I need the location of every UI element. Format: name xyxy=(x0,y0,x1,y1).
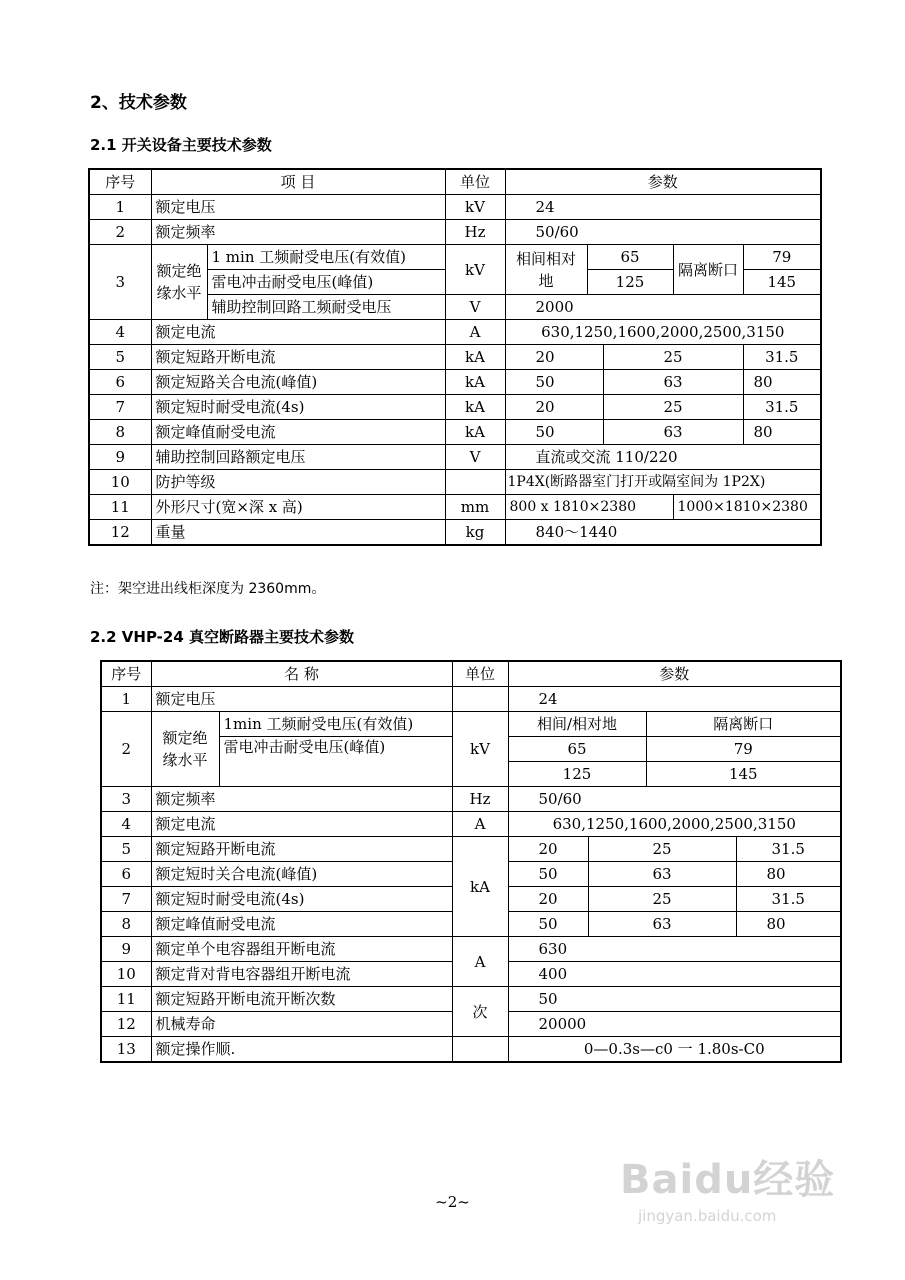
isolation-value-1: 79 xyxy=(743,245,821,270)
row-no: 1 xyxy=(101,687,151,712)
row-unit: Hz xyxy=(452,787,508,812)
header-no: 序号 xyxy=(101,661,151,687)
row-item: 额定频率 xyxy=(151,220,445,245)
header-item: 项 目 xyxy=(151,169,445,195)
phase-label: 相间相对地 xyxy=(505,245,587,295)
table-note: 注：架空进出线柜深度为 2360mm。 xyxy=(90,581,326,597)
row-value: 630,1250,1600,2000,2500,3150 xyxy=(508,812,841,837)
row-item: 额定短时耐受电流(4s) xyxy=(151,887,452,912)
vacuum-breaker-parameters-table xyxy=(100,660,842,1063)
insulation-group-label: 额定绝缘水平 xyxy=(151,712,219,787)
section-title: 2、技术参数 xyxy=(90,93,187,113)
table-row xyxy=(101,937,841,962)
insulation-sub-item: 雷电冲击耐受电压(峰值) xyxy=(207,270,445,295)
row-value-1: 50 xyxy=(508,912,588,937)
row-no: 10 xyxy=(89,470,151,495)
row-value-1: 50 xyxy=(505,370,603,395)
row-value: 840～1440 xyxy=(505,520,821,546)
table-row xyxy=(89,220,821,245)
row-no: 8 xyxy=(101,912,151,937)
row-value: 50/60 xyxy=(505,220,821,245)
row-value-3: 80 xyxy=(736,862,841,887)
row-item: 额定峰值耐受电流 xyxy=(151,912,452,937)
row-value-2: 25 xyxy=(603,345,743,370)
row-unit: kV xyxy=(452,712,508,787)
row-value: 630,1250,1600,2000,2500,3150 xyxy=(505,320,821,345)
row-no: 11 xyxy=(89,495,151,520)
row-value: 400 xyxy=(508,962,841,987)
insulation-sub-item: 1 min 工频耐受电压(有效值) xyxy=(207,245,445,270)
row-no: 3 xyxy=(101,787,151,812)
watermark-logo: Baidu经验 xyxy=(620,1157,836,1203)
row-item: 额定背对背电容器组开断电流 xyxy=(151,962,452,987)
row-item: 额定短路关合电流(峰值) xyxy=(151,370,445,395)
row-unit: 次 xyxy=(452,987,508,1037)
row-unit: A xyxy=(452,812,508,837)
phase-header: 相间/相对地 xyxy=(508,712,646,737)
table-row xyxy=(101,987,841,1012)
row-unit: V xyxy=(445,295,505,320)
table-row xyxy=(89,370,821,395)
row-unit: kA xyxy=(445,420,505,445)
row-value: 0—0.3s—c0 一 1.80s-C0 xyxy=(508,1037,841,1063)
insulation-sub-item: 辅助控制回路工频耐受电压 xyxy=(207,295,445,320)
row-value-2: 63 xyxy=(603,370,743,395)
row-value-1: 20 xyxy=(508,837,588,862)
row-unit: kA xyxy=(445,395,505,420)
subsection-title-2-1: 2.1 开关设备主要技术参数 xyxy=(90,136,272,154)
row-no: 13 xyxy=(101,1037,151,1063)
isolation-value-2: 145 xyxy=(646,762,841,787)
row-no: 6 xyxy=(89,370,151,395)
table-row xyxy=(101,1037,841,1063)
row-item: 额定短路开断电流 xyxy=(151,837,452,862)
row-item: 辅助控制回路额定电压 xyxy=(151,445,445,470)
isolation-value-2: 145 xyxy=(743,270,821,295)
watermark-url: jingyan.baidu.com xyxy=(638,1207,777,1225)
isolation-label: 隔离断口 xyxy=(673,245,743,295)
row-value-2: 1000×1810×2380 xyxy=(673,495,821,520)
row-item: 额定频率 xyxy=(151,787,452,812)
table-row xyxy=(89,495,821,520)
table-row xyxy=(89,420,821,445)
row-item: 额定电流 xyxy=(151,812,452,837)
row-item: 额定短路开断电流 xyxy=(151,345,445,370)
row-value-1: 20 xyxy=(505,345,603,370)
row-item: 额定操作顺. xyxy=(151,1037,452,1063)
phase-value-1: 65 xyxy=(508,737,646,762)
row-item: 额定单个电容器组开断电流 xyxy=(151,937,452,962)
row-value-2: 63 xyxy=(603,420,743,445)
phase-value-1: 65 xyxy=(587,245,673,270)
row-no: 9 xyxy=(101,937,151,962)
row-value-1: 20 xyxy=(505,395,603,420)
row-unit xyxy=(445,470,505,495)
row-no: 11 xyxy=(101,987,151,1012)
row-value-3: 80 xyxy=(736,912,841,937)
row-unit: kA xyxy=(445,345,505,370)
insulation-group-label: 额定绝缘水平 xyxy=(151,245,207,320)
row-no: 7 xyxy=(89,395,151,420)
table-row xyxy=(101,687,841,712)
table-row xyxy=(89,395,821,420)
phase-value-2: 125 xyxy=(508,762,646,787)
baidu-jingyan-watermark xyxy=(620,1148,875,1258)
header-unit: 单位 xyxy=(445,169,505,195)
row-value: 20000 xyxy=(508,1012,841,1037)
row-no: 9 xyxy=(89,445,151,470)
header-value: 参数 xyxy=(508,661,841,687)
insulation-sub-item: 雷电冲击耐受电压(峰值) xyxy=(219,737,452,787)
table-row xyxy=(101,837,841,862)
switchgear-parameters-table xyxy=(88,168,822,546)
header-item: 名 称 xyxy=(151,661,452,687)
row-no: 5 xyxy=(101,837,151,862)
row-value-3: 31.5 xyxy=(743,395,821,420)
isolation-value-1: 79 xyxy=(646,737,841,762)
row-value-2: 25 xyxy=(603,395,743,420)
row-item: 额定短时关合电流(峰值) xyxy=(151,862,452,887)
row-value: 50 xyxy=(508,987,841,1012)
row-no: 4 xyxy=(89,320,151,345)
row-value: 1P4X(断路器室门打开或隔室间为 1P2X) xyxy=(505,470,821,495)
row-no: 6 xyxy=(101,862,151,887)
row-value: 直流或交流 110/220 xyxy=(505,445,821,470)
row-unit xyxy=(452,1037,508,1063)
row-unit: V xyxy=(445,445,505,470)
row-no: 12 xyxy=(89,520,151,546)
row-item: 重量 xyxy=(151,520,445,546)
row-value-1: 20 xyxy=(508,887,588,912)
row-value: 50/60 xyxy=(508,787,841,812)
row-value-3: 31.5 xyxy=(736,837,841,862)
row-unit: A xyxy=(445,320,505,345)
row-value-2: 63 xyxy=(588,912,736,937)
header-value: 参数 xyxy=(505,169,821,195)
row-unit: kV xyxy=(445,245,505,295)
row-no: 2 xyxy=(89,220,151,245)
row-value-2: 63 xyxy=(588,862,736,887)
row-value-2: 25 xyxy=(588,837,736,862)
row-value: 2000 xyxy=(505,295,821,320)
table-row xyxy=(89,245,821,270)
row-no: 12 xyxy=(101,1012,151,1037)
table-row xyxy=(89,320,821,345)
phase-value-2: 125 xyxy=(587,270,673,295)
row-no: 2 xyxy=(101,712,151,787)
isolation-header: 隔离断口 xyxy=(646,712,841,737)
row-unit: mm xyxy=(445,495,505,520)
row-item: 额定电压 xyxy=(151,195,445,220)
row-value-1: 50 xyxy=(505,420,603,445)
row-no: 10 xyxy=(101,962,151,987)
row-item: 额定峰值耐受电流 xyxy=(151,420,445,445)
row-value-1: 800 x 1810×2380 xyxy=(505,495,673,520)
row-no: 5 xyxy=(89,345,151,370)
row-value: 630 xyxy=(508,937,841,962)
table-header xyxy=(89,169,821,195)
row-item: 机械寿命 xyxy=(151,1012,452,1037)
row-no: 4 xyxy=(101,812,151,837)
row-value-3: 31.5 xyxy=(743,345,821,370)
table-row xyxy=(101,812,841,837)
row-item: 额定电压 xyxy=(151,687,452,712)
table-row xyxy=(89,520,821,546)
row-no: 7 xyxy=(101,887,151,912)
table-row xyxy=(89,445,821,470)
row-unit: kA xyxy=(452,837,508,937)
row-value-3: 31.5 xyxy=(736,887,841,912)
row-item: 额定短路开断电流开断次数 xyxy=(151,987,452,1012)
row-value: 24 xyxy=(508,687,841,712)
row-item: 防护等级 xyxy=(151,470,445,495)
row-no: 3 xyxy=(89,245,151,320)
row-value-1: 50 xyxy=(508,862,588,887)
row-unit: Hz xyxy=(445,220,505,245)
row-item: 外形尺寸(宽×深 x 高) xyxy=(151,495,445,520)
subsection-title-2-2: 2.2 VHP-24 真空断路器主要技术参数 xyxy=(90,628,355,646)
table-header xyxy=(101,661,841,687)
table-row xyxy=(89,345,821,370)
row-unit: kA xyxy=(445,370,505,395)
table-row xyxy=(101,787,841,812)
row-value: 24 xyxy=(505,195,821,220)
row-value-3: 80 xyxy=(743,420,821,445)
table-row xyxy=(89,195,821,220)
row-unit: kg xyxy=(445,520,505,546)
row-value-2: 25 xyxy=(588,887,736,912)
row-item: 额定短时耐受电流(4s) xyxy=(151,395,445,420)
page-number: ~2~ xyxy=(435,1193,470,1211)
row-no: 8 xyxy=(89,420,151,445)
row-unit xyxy=(452,687,508,712)
row-unit: kV xyxy=(445,195,505,220)
row-value-3: 80 xyxy=(743,370,821,395)
row-item: 额定电流 xyxy=(151,320,445,345)
insulation-sub-item: 1min 工频耐受电压(有效值) xyxy=(219,712,452,737)
row-no: 1 xyxy=(89,195,151,220)
row-unit: A xyxy=(452,937,508,987)
table-row xyxy=(101,712,841,737)
header-unit: 单位 xyxy=(452,661,508,687)
header-no: 序号 xyxy=(89,169,151,195)
table-row xyxy=(89,470,821,495)
